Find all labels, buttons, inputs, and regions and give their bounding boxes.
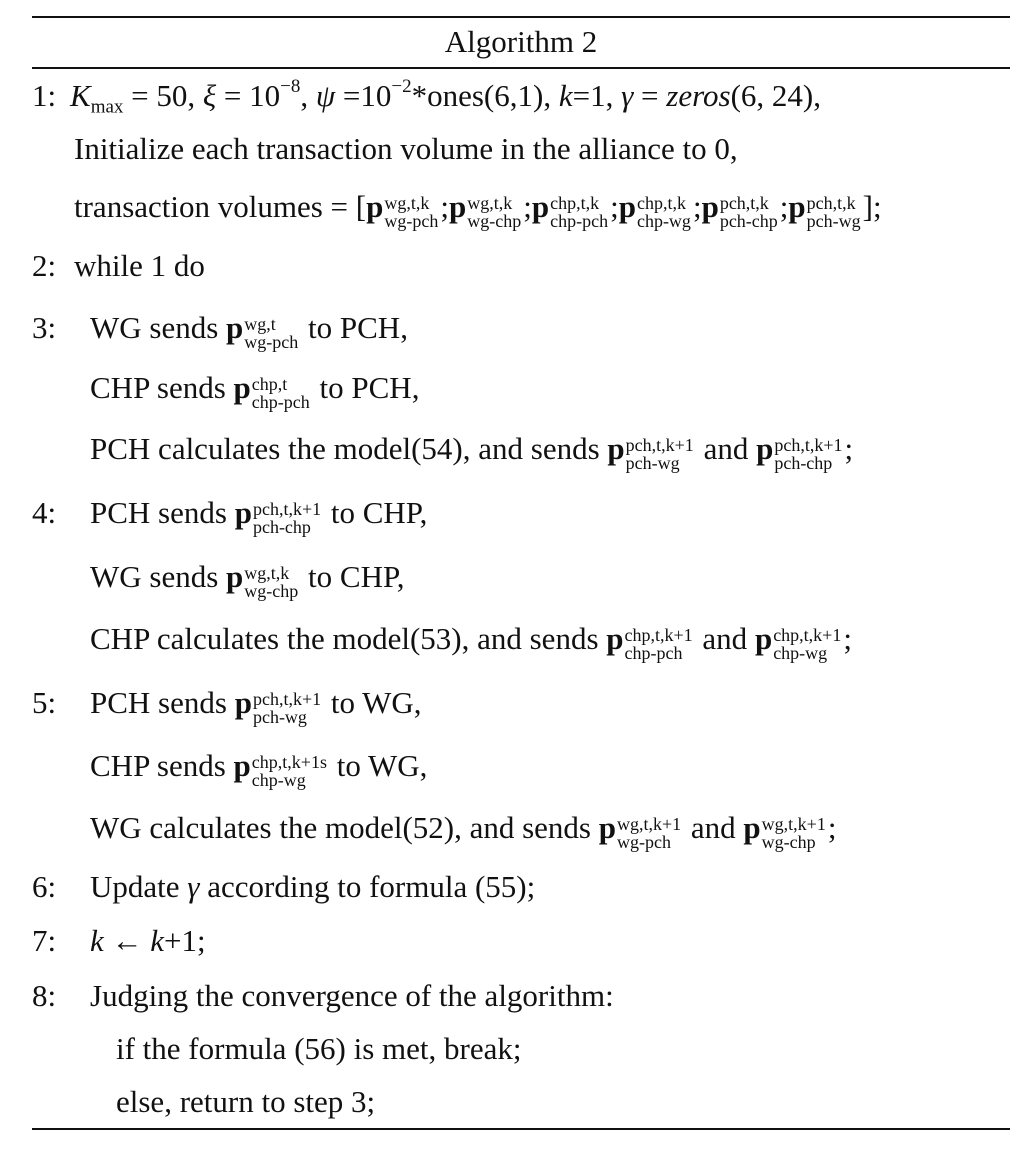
k-symbol: k [90, 923, 104, 958]
vector-symbol: p [701, 189, 719, 224]
sender-text: PCH sends [90, 495, 227, 530]
vector-superscript: chp,t [251, 373, 288, 394]
break-text: if the formula (56) is met, break; [116, 1031, 522, 1066]
vector-subscript: wg-pch [384, 210, 439, 231]
vector-scripts [384, 194, 438, 230]
step-number: 6: [32, 869, 57, 904]
gamma-symbol: γ [621, 78, 634, 113]
receiver-text: to WG, [330, 685, 422, 720]
step-3-line-3 [32, 426, 1010, 472]
psi-exponent: −2 [391, 75, 412, 97]
vector-subscript: wg-pch [617, 831, 671, 852]
k-symbol: k [558, 78, 573, 113]
volumes-vector-list [366, 189, 863, 231]
vector-symbol: p [531, 189, 550, 224]
kmax-subscript: max [90, 96, 124, 118]
vector-symbol: p [234, 685, 252, 720]
and-text: and [702, 621, 748, 656]
vector-scripts [807, 194, 861, 230]
vector-superscript: wg,t,k+1 [761, 813, 826, 834]
k-value: =1, [572, 78, 614, 113]
return-text: else, return to step 3; [116, 1084, 376, 1119]
vector-superscript: pch,t,k+1 [252, 688, 322, 709]
step-5-send-pch [90, 680, 422, 726]
vector-symbol: p [234, 495, 252, 530]
vector-superscript: chp,t,k+1s [251, 751, 327, 772]
volumes-close-bracket: ]; [862, 189, 882, 224]
vector-superscript: wg,t [244, 313, 276, 334]
vector-subscript: chp-pch [550, 210, 609, 231]
vector-scripts [626, 436, 694, 472]
step-4-send-pch [90, 490, 427, 536]
vector-symbol: p [754, 621, 773, 656]
update-text: Update [90, 869, 180, 904]
vector-symbol: p [743, 810, 761, 845]
vector-symbol: p [366, 189, 384, 224]
step-3-line-2 [32, 365, 1010, 411]
vector-superscript: chp,t,k+1 [773, 624, 842, 645]
step-3-send-wg [90, 305, 408, 351]
formula-text: according to formula (55); [207, 869, 536, 904]
step-8-line-2 [32, 1026, 1010, 1072]
vector-subscript: pch-chp [719, 210, 778, 231]
psi-value: =10 [342, 78, 392, 113]
calc-text: CHP calculates the model(53), and sends [90, 621, 599, 656]
vector-symbol: p [607, 431, 625, 466]
vector-superscript: pch,t,k+1 [774, 434, 843, 455]
vector-subscript: pch-wg [806, 210, 861, 231]
step-number: 2: [32, 248, 57, 283]
vector-separator: ; [440, 189, 449, 224]
step-number: 5: [32, 685, 57, 720]
step-7-line [32, 918, 1010, 964]
vector-subscript: wg-chp [244, 580, 299, 601]
vector-scripts [617, 815, 681, 851]
convergence-text: Judging the convergence of the algorithm: [90, 978, 614, 1013]
vector-superscript: pch,t,k [719, 192, 769, 213]
psi-rest: *ones(6,1), [411, 78, 552, 113]
vector-scripts [773, 626, 841, 662]
vector-symbol: p [233, 748, 251, 783]
vector-subscript: chp-wg [251, 769, 306, 790]
vector-subscript: chp-pch [251, 391, 310, 412]
vector-subscript: pch-chp [252, 516, 311, 537]
and-text: and [703, 431, 749, 466]
step-4-line-3 [32, 616, 1010, 662]
step-5-line-3 [32, 805, 1010, 851]
vector-symbol: p [226, 310, 244, 345]
psi-symbol: ψ [315, 78, 336, 113]
receiver-text: to WG, [336, 748, 428, 783]
vector-scripts [253, 690, 321, 726]
gamma-args: (6, 24), [730, 78, 821, 113]
and-text: and [690, 810, 736, 845]
k-symbol: k [150, 923, 165, 958]
vector-separator: ; [523, 189, 532, 224]
sender-text: WG sends [90, 559, 219, 594]
step-5-line-2 [32, 743, 1010, 789]
vector-symbol: p [756, 431, 774, 466]
step-4-send-wg [90, 554, 405, 600]
calc-text: PCH calculates the model(54), and sends [90, 431, 600, 466]
step-number: 3: [32, 310, 57, 345]
gamma-equals: = [641, 78, 667, 113]
vector-subscript: pch-wg [252, 706, 307, 727]
step-6-line [32, 864, 1010, 910]
vector-superscript: chp,t,k [550, 192, 600, 213]
vector-subscript: pch-wg [625, 452, 680, 473]
vector-superscript: pch,t,k+1 [252, 498, 322, 519]
step-8-line-3 [32, 1079, 1010, 1125]
step-3-calc [90, 426, 853, 472]
step-1-line-2 [32, 126, 1010, 172]
bottom-rule [32, 1128, 1010, 1130]
vector-symbol: p [448, 189, 467, 224]
step-4-line-1 [32, 490, 1010, 536]
line-end: ; [827, 810, 837, 845]
vector-scripts [253, 500, 321, 536]
vector-subscript: wg-chp [761, 831, 816, 852]
algorithm-title: Algorithm 2 [444, 24, 598, 59]
receiver-text: to PCH, [308, 310, 408, 345]
header-rule [32, 67, 1010, 69]
vector-superscript: chp,t,k [636, 192, 686, 213]
increment-text: +1; [164, 923, 206, 958]
vector-superscript: pch,t,k [806, 192, 856, 213]
step-8-line-1 [32, 973, 1010, 1019]
vector-separator: ; [692, 189, 702, 224]
calc-text: WG calculates the model(52), and sends [90, 810, 591, 845]
step-number: 1: [32, 78, 57, 113]
xi-exponent: −8 [280, 75, 301, 97]
line-end: ; [844, 431, 854, 466]
gamma-func: zeros [666, 78, 731, 113]
sender-text: WG sends [90, 310, 219, 345]
vector-symbol: p [788, 189, 806, 224]
init-text: Initialize each transaction volume in the alliance to 0, [74, 131, 738, 166]
volumes-label: transaction volumes = [74, 189, 349, 224]
step-3-line-1 [32, 305, 1010, 351]
step-4-calc [90, 616, 852, 662]
vector-superscript: chp,t,k+1 [624, 624, 693, 645]
vector-separator: ; [610, 189, 619, 224]
step-number: 4: [32, 495, 57, 530]
vector-scripts [720, 194, 778, 230]
step-3-send-chp [90, 365, 419, 411]
sender-text: PCH sends [90, 685, 227, 720]
vector-subscript: chp-wg [773, 642, 828, 663]
gamma-symbol: γ [187, 869, 200, 904]
line-end: ; [843, 621, 852, 656]
while-text: while 1 do [74, 248, 205, 283]
sender-text: CHP sends [90, 748, 226, 783]
receiver-text: to CHP, [308, 559, 405, 594]
vector-scripts [252, 753, 327, 789]
vector-superscript: wg,t,k+1 [617, 813, 682, 834]
vector-scripts [637, 194, 691, 230]
step-1-params: $K_{max} = 50$, $\xi = 10^{-8}$, $\psi =10^{-2}*ones(6,1)$, k=1, γ = zeros(6, 24), [70, 75, 821, 118]
vector-scripts [550, 194, 608, 230]
left-arrow-icon: ← [111, 923, 143, 958]
kmax-symbol: K [70, 78, 91, 113]
step-6-update [90, 864, 535, 910]
step-1-line-3 [32, 184, 1010, 230]
vector-scripts [252, 375, 310, 411]
vector-scripts [625, 626, 693, 662]
kmax-value: = 50, [131, 78, 196, 113]
step-number: 7: [32, 923, 57, 958]
vector-scripts [774, 436, 842, 472]
volumes-expression [74, 184, 882, 230]
step-5-line-1 [32, 680, 1010, 726]
xi-value: = 10 [223, 78, 281, 113]
vector-symbol: p [606, 621, 624, 656]
vector-scripts [244, 315, 298, 351]
step-5-send-chp [90, 743, 427, 789]
receiver-text: to PCH, [319, 370, 420, 405]
step-number: 8: [32, 978, 57, 1013]
vector-scripts [244, 564, 298, 600]
vector-superscript: wg,t,k [384, 192, 430, 213]
vector-subscript: chp-pch [624, 642, 683, 663]
vector-superscript: wg,t,k [244, 562, 290, 583]
vector-subscript: wg-chp [467, 210, 522, 231]
vector-subscript: chp-wg [636, 210, 691, 231]
vector-subscript: pch-chp [774, 452, 833, 473]
vector-subscript: wg-pch [244, 331, 299, 352]
vector-scripts [467, 194, 521, 230]
vector-symbol: p [226, 559, 244, 594]
vector-superscript: wg,t,k [467, 192, 513, 213]
step-4-line-2 [32, 554, 1010, 600]
vector-scripts [762, 815, 826, 851]
vector-symbol: p [618, 189, 636, 224]
receiver-text: to CHP, [330, 495, 428, 530]
volumes-open-bracket: [ [355, 189, 367, 224]
step-2-line [32, 243, 1010, 289]
vector-symbol: p [598, 810, 616, 845]
step-5-calc [90, 805, 836, 851]
vector-separator: ; [779, 189, 789, 224]
vector-symbol: p [233, 370, 251, 405]
sender-text: CHP sends [90, 370, 226, 405]
step-1-line-1 [32, 73, 1010, 119]
xi-symbol: ξ [202, 78, 217, 113]
step-7-increment [90, 918, 206, 964]
vector-superscript: pch,t,k+1 [625, 434, 694, 455]
